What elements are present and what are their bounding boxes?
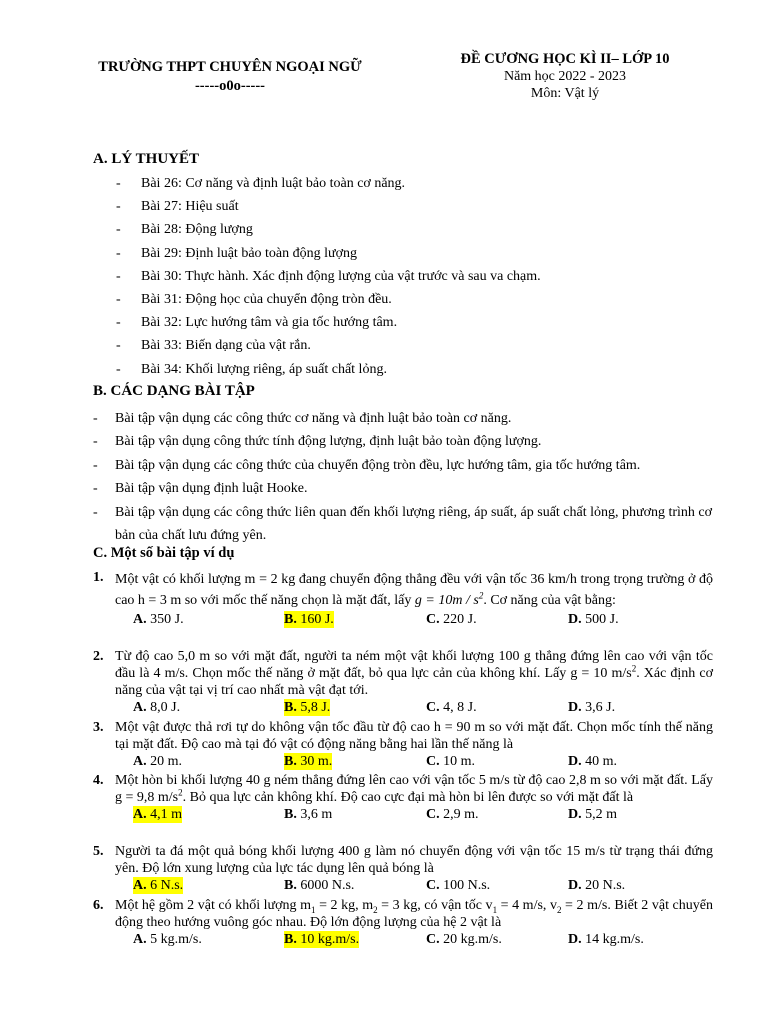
option-a: A. 20 m.	[133, 754, 183, 769]
list-item: - Bài 33: Biến dạng của vật rắn.	[116, 338, 311, 354]
option-b-correct: B. 160 J.	[284, 612, 334, 627]
school-year: Năm học 2022 - 2023	[503, 69, 627, 84]
list-item: - Bài 26: Cơ năng và định luật bảo toàn cơ năng.	[116, 176, 406, 191]
question-text: Người ta đá một quả bóng khối lượng 400 g làm nó chuyển động với vận tốc 15 m/s từ trạng thái đứng yên. Độ lớn xung lượng của lực tác dụng lên quả bóng là	[115, 844, 713, 876]
option-d: D. 20 N.s.	[568, 878, 626, 893]
list-item: - Bài 29: Định luật bảo toàn động lượng	[116, 245, 358, 261]
list-item: - Bài tập vận dụng các công thức liên quan đến khối lượng riêng, áp suất, áp suất chất lỏng, phương trình cơ bản của chất lưu đứng yên.	[93, 504, 713, 544]
section-b-list	[93, 407, 713, 547]
option-a: A. 8,0 J.	[133, 700, 181, 715]
option-d: D. 3,6 J.	[568, 700, 616, 715]
question-number: 2.	[93, 649, 104, 664]
option-c: C. 10 m.	[426, 754, 476, 769]
question-text: Một vật có khối lượng m = 2 kg đang chuyển động thẳng đều với vận tốc 36 km/h trong trọng trường ở độ cao h = 3 m so với mốc thế năng chọn là mặt đất, lấy $g = 10m / s^2$. Cơ năng của vật bằng:	[115, 572, 713, 608]
question-4	[93, 772, 713, 823]
section-b-title: B. CÁC DẠNG BÀI TẬP	[93, 383, 255, 399]
section-c-title: C. Một số bài tập ví dụ	[93, 545, 235, 561]
question-text: Một hòn bi khối lượng 40 g ném thẳng đứng lên cao với vận tốc 5 m/s từ độ cao 2,8 m so với mặt đất. Lấy g = 9,8 $m/s^2$. Bỏ qua lực cản không khí. Độ cao cực đại mà hòn bi lên được so với mặt đất là	[115, 773, 713, 805]
header-left	[80, 58, 380, 96]
list-item: - Bài 28: Động lượng	[116, 222, 253, 238]
question-number: 5.	[93, 844, 104, 859]
question-text: Một hệ gồm 2 vật có khối lượng $m_1 = 2$ kg, $m_2 = 3$ kg, có vận tốc $v_1 = 4$ m/s, $v_2 = 2$ m/s. Biết 2 vật chuyển động theo hướng vuông góc nhau. Độ lớn động lượng của hệ 2 vật là	[115, 898, 713, 930]
list-item: - Bài 34: Khối lượng riêng, áp suất chất lỏng.	[116, 361, 387, 377]
option-b-correct: B. 10 kg.m/s.	[284, 932, 360, 947]
section-a-list	[116, 174, 541, 383]
option-c: C. 100 N.s.	[426, 878, 491, 893]
list-item: - Bài tập vận dụng các công thức cơ năng và định luật bảo toàn cơ năng.	[93, 411, 512, 426]
option-d: D. 5,2 m	[568, 807, 618, 822]
option-d: D. 14 kg.m/s.	[568, 932, 644, 947]
subject: Môn: Vật lý	[530, 86, 600, 101]
answer-options	[93, 931, 713, 948]
answer-options	[93, 877, 713, 894]
answer-options	[93, 753, 713, 770]
section-a-title: A. LÝ THUYẾT	[93, 151, 199, 167]
option-b-correct: B. 30 m.	[284, 754, 333, 769]
option-c: C. 4, 8 J.	[426, 700, 477, 715]
list-item: - Bài tập vận dụng các công thức của chuyển động tròn đều, lực hướng tâm, gia tốc hướng tâm.	[93, 457, 641, 473]
question-text: Một vật được thả rơi tự do không vận tốc đầu từ độ cao h = 90 m so với mặt đất. Chọn mốc tính thế năng tại mặt đất. Độ cao mà tại đó vật có động năng bằng hai lần thế năng là	[115, 720, 713, 752]
option-a-correct: A. 6 N.s.	[133, 878, 184, 893]
question-6	[93, 897, 713, 948]
school-name: TRƯỜNG THPT CHUYÊN NGOẠI NGỮ	[98, 59, 362, 75]
answer-options	[93, 611, 713, 628]
option-d: D. 500 J.	[568, 612, 619, 627]
option-b: B. 6000 N.s.	[284, 878, 355, 893]
option-a-correct: A. 4,1 m	[133, 807, 183, 822]
formula: $g = 10m / s^2$	[414, 590, 484, 608]
list-item: - Bài tập vận dụng định luật Hooke.	[93, 481, 308, 497]
question-number: 4.	[93, 773, 104, 788]
question-5	[93, 843, 713, 894]
question-number: 6.	[93, 898, 104, 913]
option-b-correct: B. 5,8 J.	[284, 700, 331, 715]
question-number: 1.	[93, 570, 104, 585]
option-c: C. 220 J.	[426, 612, 477, 627]
list-item: - Bài 30: Thực hành. Xác định động lượng của vật trước và sau va chạm.	[116, 268, 541, 284]
question-number: 3.	[93, 720, 104, 735]
option-b: B. 3,6 m	[284, 807, 333, 822]
list-item: - Bài 31: Động học của chuyển động tròn đều.	[116, 291, 392, 307]
answer-options	[93, 806, 713, 823]
question-3	[93, 719, 713, 770]
question-2	[93, 648, 713, 716]
option-c: C. 20 kg.m/s.	[426, 932, 502, 947]
list-item: - Bài tập vận dụng công thức tính động lượng, định luật bảo toàn động lượng.	[93, 434, 542, 450]
option-a: A. 5 kg.m/s.	[133, 932, 202, 947]
option-a: A. 350 J.	[133, 612, 184, 627]
option-c: C. 2,9 m.	[426, 807, 479, 822]
list-item: - Bài 27: Hiệu suất	[116, 199, 239, 215]
ornament: -----o0o-----	[194, 78, 266, 94]
option-d: D. 40 m.	[568, 754, 618, 769]
answer-options	[93, 699, 713, 716]
question-text: Từ độ cao 5,0 m so với mặt đất, người ta ném một vật khối lượng 100 g thẳng đứng lên cao với vận tốc đầu là 4 m/s. Chọn mốc thế năng ở mặt đất, bỏ qua lực cản của không khí. Lấy g = 10 $m/s^2$. Xác định cơ năng của vật tại vị trí cao nhất mà vật đạt tới.	[115, 649, 714, 698]
question-1	[93, 569, 713, 628]
doc-title: ĐỀ CƯƠNG HỌC KÌ II– LỚP 10	[460, 51, 670, 67]
list-item: - Bài 32: Lực hướng tâm và gia tốc hướng tâm.	[116, 315, 398, 331]
header-right	[420, 51, 710, 102]
